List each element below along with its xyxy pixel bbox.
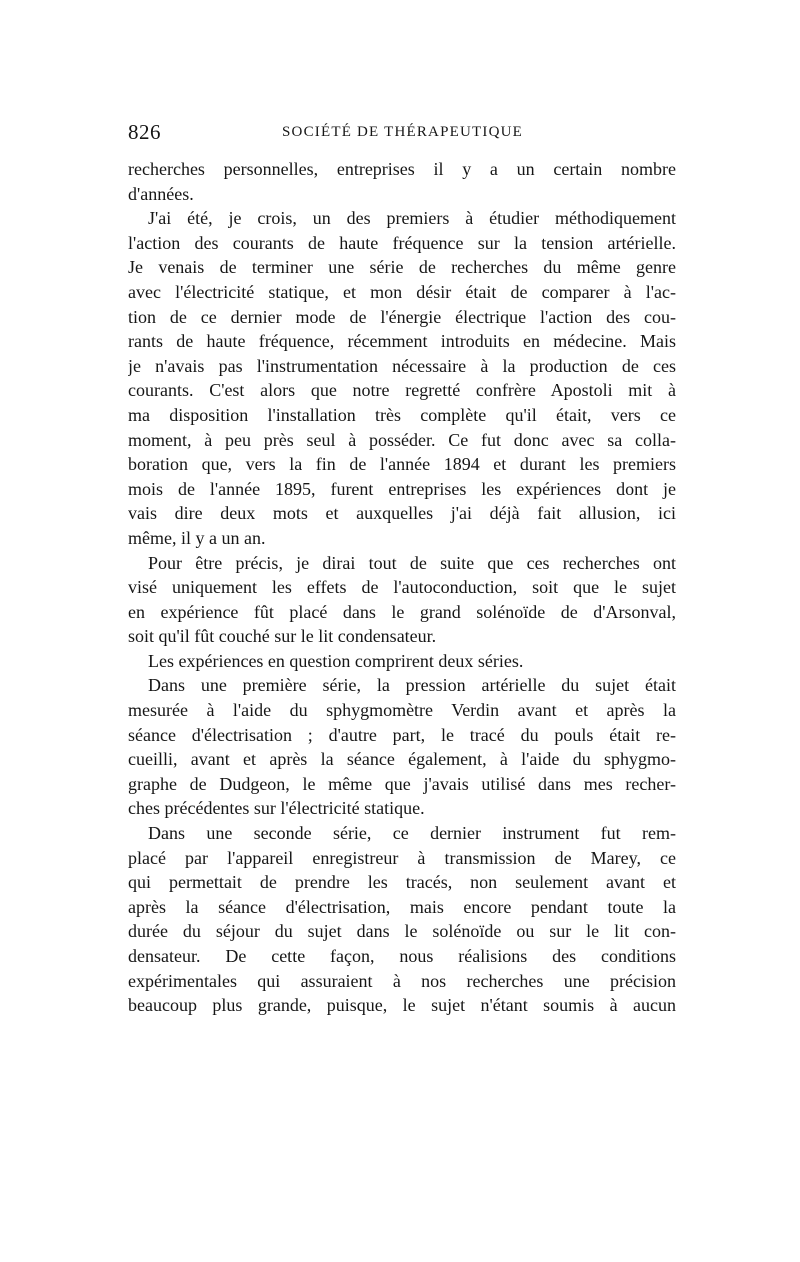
- text-line: tion de ce dernier mode de l'énergie électrique l'action des cou-: [128, 306, 676, 327]
- text-line: visé uniquement les effets de l'autoconduction, soit que le sujet: [128, 577, 676, 598]
- text-line: je n'avais pas l'instrumentation nécessaire à la production de ces: [128, 355, 676, 376]
- text-line: placé par l'appareil enregistreur à transmission de Marey, ce: [128, 847, 676, 868]
- text-line: même, il y a un an.: [128, 527, 266, 548]
- text-line: recherches personnelles, entreprises il y a un certain nombre: [128, 159, 676, 179]
- running-title: SOCIÉTÉ DE THÉRAPEUTIQUE: [282, 124, 524, 140]
- text-line: Les expériences en question comprirent deux séries.: [148, 650, 524, 671]
- paragraph: [128, 821, 676, 1018]
- text-line: après la séance d'électrisation, mais encore pendant toute la: [128, 896, 676, 917]
- text-line: moment, à peu près seul à posséder. Ce fut donc avec sa colla-: [128, 429, 676, 450]
- page-header: [128, 120, 676, 146]
- text-line: expérimentales qui assuraient à nos recherches une précision: [128, 970, 676, 991]
- text-line: courants. C'est alors que notre regretté confrère Apostoli mit à: [128, 380, 676, 401]
- text-line: graphe de Dudgeon, le même que j'avais utilisé dans mes recher-: [128, 773, 676, 794]
- text-line: vais dire deux mots et auxquelles j'ai déjà fait allusion, ici: [128, 503, 676, 524]
- paragraph: [128, 551, 676, 649]
- text-line: en expérience fût placé dans le grand solénoïde de d'Arsonval,: [128, 601, 676, 622]
- text-line: beaucoup plus grande, puisque, le sujet n'étant soumis à aucun: [128, 995, 676, 1016]
- text-line: Je venais de terminer une série de recherches du même genre: [128, 257, 676, 278]
- paragraph: [128, 673, 676, 821]
- text-line: l'action des courants de haute fréquence sur la tension artérielle.: [128, 232, 676, 253]
- text-line: qui permettait de prendre les tracés, non seulement avant et: [128, 872, 676, 893]
- text-line: soit qu'il fût couché sur le lit condensateur.: [128, 626, 437, 647]
- text-line: mois de l'année 1895, furent entreprises les expériences dont je: [128, 478, 676, 499]
- text-line: mesurée à l'aide du sphygmomètre Verdin avant et après la: [128, 700, 676, 721]
- text-line: ches précédentes sur l'électricité statique.: [128, 798, 425, 819]
- text-line: ma disposition l'installation très complète qu'il était, vers ce: [128, 404, 676, 425]
- text-line: séance d'électrisation ; d'autre part, le tracé du pouls était re-: [128, 724, 676, 745]
- text-line: d'années.: [128, 183, 194, 204]
- text-line: J'ai été, je crois, un des premiers à étudier méthodiquement: [148, 208, 676, 229]
- text-line: Pour être précis, je dirai tout de suite que ces recherches ont: [148, 552, 676, 573]
- paragraph: [128, 206, 676, 550]
- paragraph: [128, 157, 676, 206]
- text-line: Dans une seconde série, ce dernier instrument fut rem-: [148, 823, 676, 844]
- text-line: densateur. De cette façon, nous réalisions des conditions: [128, 946, 676, 966]
- paragraph: [128, 649, 676, 674]
- text-line: avec l'électricité statique, et mon désir était de comparer à l'ac-: [128, 281, 676, 302]
- page-number: 826: [128, 120, 161, 144]
- body-text: [128, 157, 676, 1018]
- text-line: boration que, vers la fin de l'année 1894 et durant les premiers: [128, 454, 676, 475]
- text-line: cueilli, avant et après la séance également, à l'aide du sphygmo-: [128, 749, 676, 770]
- text-line: rants de haute fréquence, récemment introduits en médecine. Mais: [128, 331, 676, 352]
- text-line: Dans une première série, la pression artérielle du sujet était: [148, 675, 676, 696]
- text-line: durée du séjour du sujet dans le solénoïde ou sur le lit con-: [128, 921, 676, 942]
